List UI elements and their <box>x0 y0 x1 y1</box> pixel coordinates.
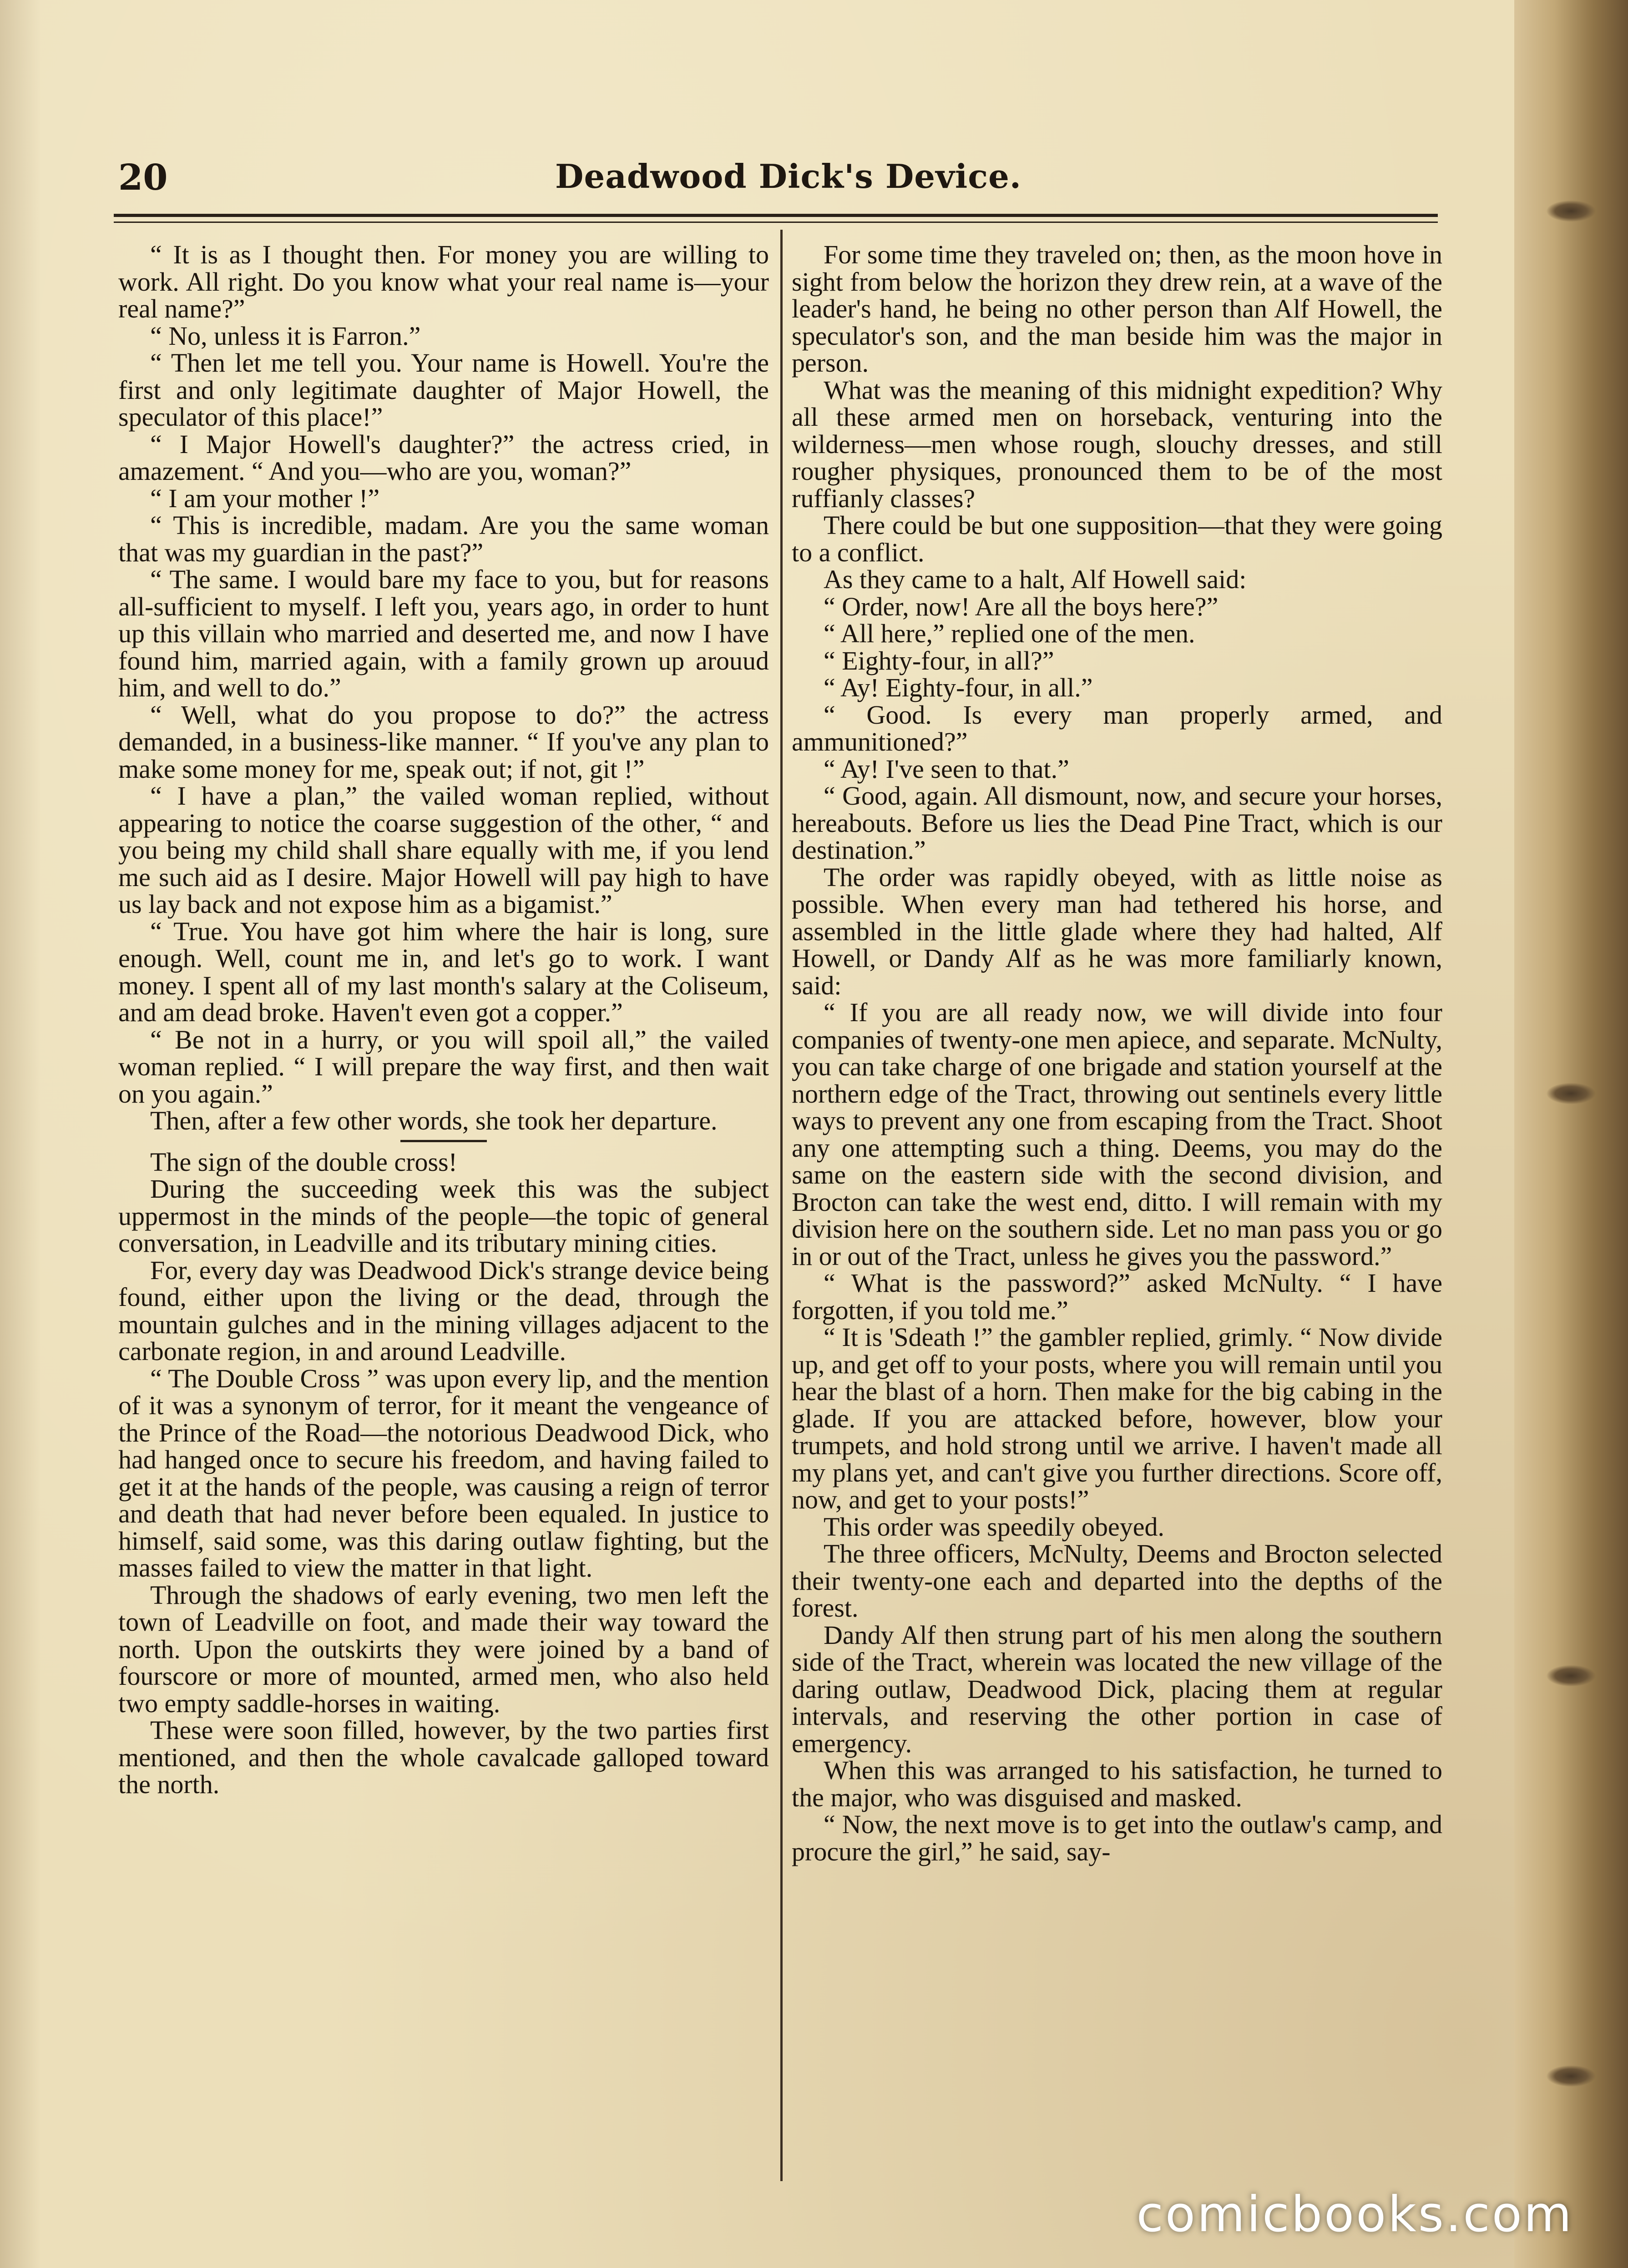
paragraph: The three officers, McNulty, Deems and Brocton selected their twenty-one each and departed into the depths of the forest. <box>792 1539 1442 1623</box>
paragraph: There could be but one supposition—that they were going to a conflict. <box>792 510 1442 567</box>
paragraph: “ It is as I thought then. For money you are willing to work. All right. Do you know what your real name is—your real name?” <box>118 240 769 323</box>
paragraph: “ Eighty-four, in all?” <box>824 645 1054 675</box>
right-column <box>792 241 1442 1865</box>
paragraph: What was the meaning of this midnight expedition? Why all these armed men on horseback, venturing into the wilderness—men whose rough, slouchy dresses, and still rougher physiques, pronounced them to be of the most ruffianly classes? <box>792 375 1442 513</box>
staple-mark <box>1546 2065 1596 2087</box>
paragraph: “ The Double Cross ” was upon every lip, and the mention of it was a synonym of terror, for it meant the vengeance of the Prince of the Road—the notorious Deadwood Dick, who had hanged once to secure his freedom, and having failed to get it at the hands of the people, was causing a reign of terror and death that had never before been equaled. In justice to himself, said some, was this daring outlaw fighting, but the masses failed to view the matter in that light. <box>118 1363 769 1583</box>
column-divider <box>780 230 783 2181</box>
paragraph: “ I have a plan,” the vailed woman replied, without appearing to notice the coarse suggestion of the other, “ and you being my child shall share equally with me, if you lend me such aid as I desire. Major Howell will pay high to have us lay back and not expose him as a bigamist.” <box>118 781 769 919</box>
left-column <box>118 241 769 1798</box>
staple-mark <box>1546 1665 1596 1687</box>
header-rule <box>114 214 1438 223</box>
page-spine <box>1514 0 1628 2268</box>
paragraph: “ Now, the next move is to get into the outlaw's camp, and procure the girl,” he said, say- <box>792 1809 1442 1866</box>
paragraph: “ The same. I would bare my face to you, but for reasons all-sufficient to myself. I left you, years ago, in order to hunt up this villain who married and deserted me, and now I have found him, married again, with a family grown up arouud him, and well to do.” <box>118 564 769 702</box>
paragraph: When this was arranged to his satisfaction, he turned to the major, who was disguised and masked. <box>792 1755 1442 1812</box>
paragraph: “ Well, what do you propose to do?” the actress demanded, in a business-like manner. “ If you've any plan to make some money for me, speak out; if not, git !” <box>118 700 769 784</box>
paragraph: Through the shadows of early evening, two men left the town of Leadville on foot, and made their way toward the north. Upon the outskirts they were joined by a band of fourscore or more of mounted, armed men, who also held two empty saddle-horses in waiting. <box>118 1580 769 1718</box>
running-title: Deadwood Dick's Device. <box>555 157 1021 196</box>
paragraph: “ Ay! Eighty-four, in all.” <box>824 673 1093 702</box>
paragraph: “ All here,” replied one of the men. <box>824 619 1195 648</box>
paragraph: As they came to a halt, Alf Howell said: <box>824 564 1247 594</box>
paragraph: The order was rapidly obeyed, with as little noise as possible. When every man had tethered his horse, and assembled in the little glade where they had halted, Alf Howell, or Dandy Alf as he was more familiarly known, said: <box>792 862 1442 1000</box>
paragraph: “ This is incredible, madam. Are you the same woman that was my guardian in the past?” <box>118 510 769 567</box>
staple-mark <box>1546 200 1596 222</box>
section-separator <box>400 1140 487 1142</box>
paragraph: This order was speedily obeyed. <box>824 1512 1164 1542</box>
paragraph: Dandy Alf then strung part of his men along the southern side of the Tract, wherein was located the new village of the daring outlaw, Deadwood Dick, placing them at regular intervals, and reserving the other portion in case of emergency. <box>792 1620 1442 1758</box>
paragraph: “ I am your mother !” <box>150 483 380 513</box>
paragraph: The sign of the double cross! <box>150 1147 457 1177</box>
paragraph: For, every day was Deadwood Dick's strange device being found, either upon the living or the dead, through the mountain gulches and in the mining villages adjacent to the carbonate region, in and around Leadville. <box>118 1255 769 1366</box>
paragraph: “ It is 'Sdeath !” the gambler replied, grimly. “ Now divide up, and get off to your posts, where you will remain until you hear the blast of a horn. Then make for the big cabing in the glade. If you are attacked before, however, blow your trumpets, and hold strong until we arrive. I haven't made all my plans yet, and can't give you further directions. Score off, now, and get to your posts!” <box>792 1322 1442 1514</box>
paragraph: “ Ay! I've seen to that.” <box>824 754 1069 784</box>
paragraph: “ No, unless it is Farron.” <box>150 321 421 351</box>
paragraph: These were soon filled, however, by the two parties first mentioned, and then the whole cavalcade galloped toward the north. <box>118 1715 769 1799</box>
page-header <box>118 157 1438 207</box>
paragraph: “ If you are all ready now, we will divide into four companies of twenty-one men apiece, and separate. McNulty, you can take charge of one brigade and station yourself at the northern edge of the Tract, throwing out sentinels every little ways to prevent any one from escaping from the Tract. Shoot any one attempting such a thing. Deems, you may do the same on the eastern side with the second division, and Brocton can take the west end, ditto. I will remain with my division here on the southern side. Let no man pass you or go in or out of the Tract, unless he gives you the password.” <box>792 998 1442 1271</box>
paragraph: “ Good. Is every man properly armed, and ammunitioned?” <box>792 700 1442 756</box>
paragraph: “ I Major Howell's daughter?” the actress cried, in amazement. “ And you—who are you, woman?” <box>118 429 769 486</box>
paragraph: “ What is the password?” asked McNulty. “ I have forgotten, if you told me.” <box>792 1268 1442 1325</box>
paragraph: “ True. You have got him where the hair is long, sure enough. Well, count me in, and let's go to work. I want money. I spent all of my last month's salary at the Coliseum, and am dead broke. Haven't even got a copper.” <box>118 916 769 1027</box>
paragraph: During the succeeding week this was the subject uppermost in the minds of the people—the topic of general conversation, in Leadville and its tributary mining cities. <box>118 1174 769 1258</box>
paragraph: “ Order, now! Are all the boys here?” <box>824 591 1218 621</box>
paragraph: Then, after a few other words, she took her departure. <box>150 1106 718 1135</box>
paragraph: For some time they traveled on; then, as the moon hove in sight from below the horizon they drew rein, at a wave of the leader's hand, he being no other person than Alf Howell, the speculator's son, and the man beside him was the major in person. <box>792 240 1442 378</box>
staple-mark <box>1546 1083 1596 1104</box>
paragraph: “ Then let me tell you. Your name is Howell. You're the first and only legitimate daughter of Major Howell, the speculator of this place!” <box>118 348 769 432</box>
paragraph: “ Be not in a hurry, or you will spoil all,” the vailed woman replied. “ I will prepare the way first, and then wait on you again.” <box>118 1024 769 1109</box>
watermark: comicbooks.com <box>1136 2186 1573 2243</box>
page-number: 20 <box>118 157 168 198</box>
paragraph: “ Good, again. All dismount, now, and secure your horses, hereabouts. Before us lies the Dead Pine Tract, which is our destination.” <box>792 781 1442 865</box>
